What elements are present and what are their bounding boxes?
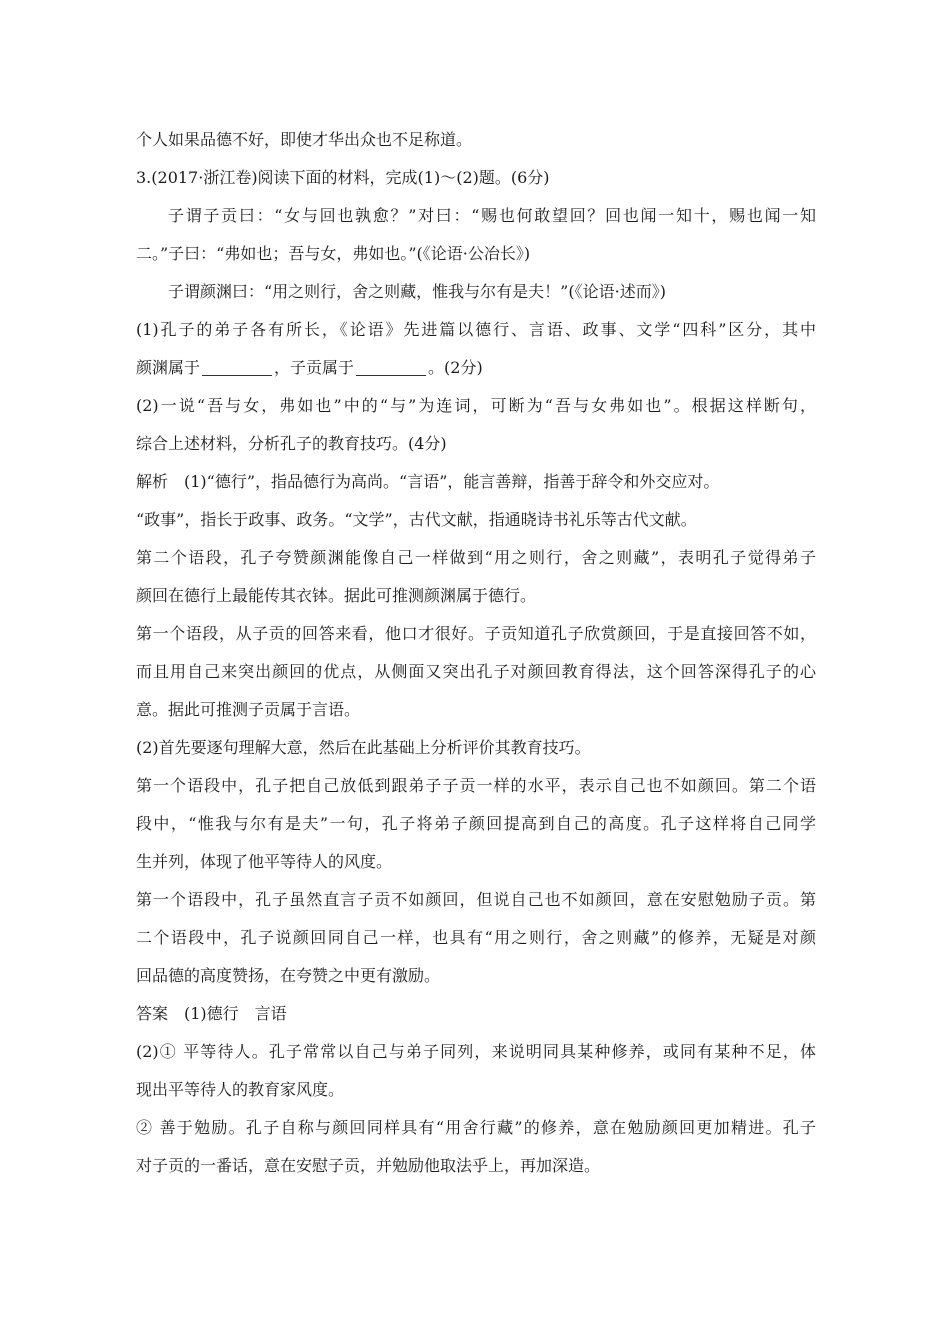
analysis-line: 第一个语段中，孔子把自己放低到跟弟子子贡一样的水平，表示自己也不如颜回。第二个语 — [136, 776, 816, 795]
analysis-line: (2)首先要逐句理解大意，然后在此基础上分析评价其教育技巧。 — [136, 738, 591, 757]
analysis-line: 而且用自己来突出颜回的优点，从侧面又突出孔子对颜回教育得法，这个回答深得孔子的心 — [136, 662, 816, 681]
answer-line: ② 善于勉励。孔子自称与颜回同样具有“用舍行藏”的修养，意在勉励颜回更加精进。孔子 — [136, 1118, 816, 1137]
analysis-line: 生并列，体现了他平等待人的风度。 — [136, 852, 393, 871]
analysis-line: 颜回在德行上最能传其衣钵。据此可推测颜渊属于德行。 — [136, 586, 537, 605]
sub-question: (2)一说“吾与女，弗如也”中的“与”为连词，可断为“吾与女弗如也”。根据这样断句， — [136, 396, 816, 415]
analysis-line: “政事”，指长于政事、政务。“文学”，古代文献，指通晓诗书礼乐等古代文献。 — [136, 510, 697, 529]
analysis-line: 段中，“惟我与尔有是夫”一句，孔子将弟子颜回提高到自己的高度。孔子这样将自己同学 — [136, 814, 816, 833]
analysis-line: 第二个语段，孔子夸赞颜渊能像自己一样做到“用之则行，舍之则藏”，表明孔子觉得弟子 — [136, 548, 816, 567]
answer-blank[interactable] — [202, 359, 272, 376]
analysis-line: 解析 (1)“德行”，指品德行为高尚。“言语”，能言善辩，指善于辞令和外交应对。 — [136, 472, 720, 491]
quote-line: 子谓子贡曰：“女与回也孰愈？”对曰：“赐也何敢望回？回也闻一知十，赐也闻一知 — [168, 206, 816, 225]
analysis-line: 意。据此可推测子贡属于言语。 — [136, 700, 361, 719]
analysis-line: 二个语段中，孔子说颜回同自己一样，也具有“用之则行，舍之则藏”的修养，无疑是对颜 — [136, 928, 816, 947]
question-heading: 3.(2017·浙江卷)阅读下面的材料，完成(1)～(2)题。(6分) — [136, 168, 550, 187]
text-line: 综合上述材料，分析孔子的教育技巧。(4分) — [136, 434, 447, 453]
text-line: 个人如果品德不好，即使才华出众也不足称道。 — [136, 130, 473, 149]
analysis-line: 回品德的高度赞扬，在夸赞之中更有激励。 — [136, 966, 441, 985]
answer-heading: 答案 (1)德行 言语 — [136, 1004, 287, 1023]
quote-line: 子谓颜渊曰：“用之则行，舍之则藏，惟我与尔有是夫！”(《论语·述而》) — [168, 282, 666, 301]
sub-question: (1)孔子的弟子各有所长，《论语》先进篇以德行、言语、政事、文学“四科”区分，其中 — [136, 320, 816, 339]
analysis-line: 第一个语段中，孔子虽然直言子贡不如颜回，但说自己也不如颜回，意在安慰勉励子贡。第 — [136, 890, 816, 909]
fill-blank-line — [136, 357, 816, 379]
answer-line: 现出平等待人的教育家风度。 — [136, 1080, 345, 1099]
quote-line: 二。”子曰：“弗如也；吾与女，弗如也。”(《论语·公冶长》) — [136, 244, 531, 263]
text-fragment: 颜渊属于 — [136, 358, 201, 377]
text-fragment: ，子贡属于 — [274, 358, 355, 377]
answer-line: 对子贡的一番话，意在安慰子贡，并勉励他取法乎上，再加深造。 — [136, 1156, 601, 1175]
answer-blank[interactable] — [356, 359, 426, 376]
analysis-line: 第一个语段，从子贡的回答来看，他口才很好。子贡知道孔子欣赏颜回，于是直接回答不如， — [136, 624, 816, 643]
answer-line: (2)① 平等待人。孔子常常以自己与弟子同列，来说明同具某种修养，或同有某种不足，体 — [136, 1042, 816, 1061]
text-fragment: 。(2分) — [428, 358, 483, 377]
